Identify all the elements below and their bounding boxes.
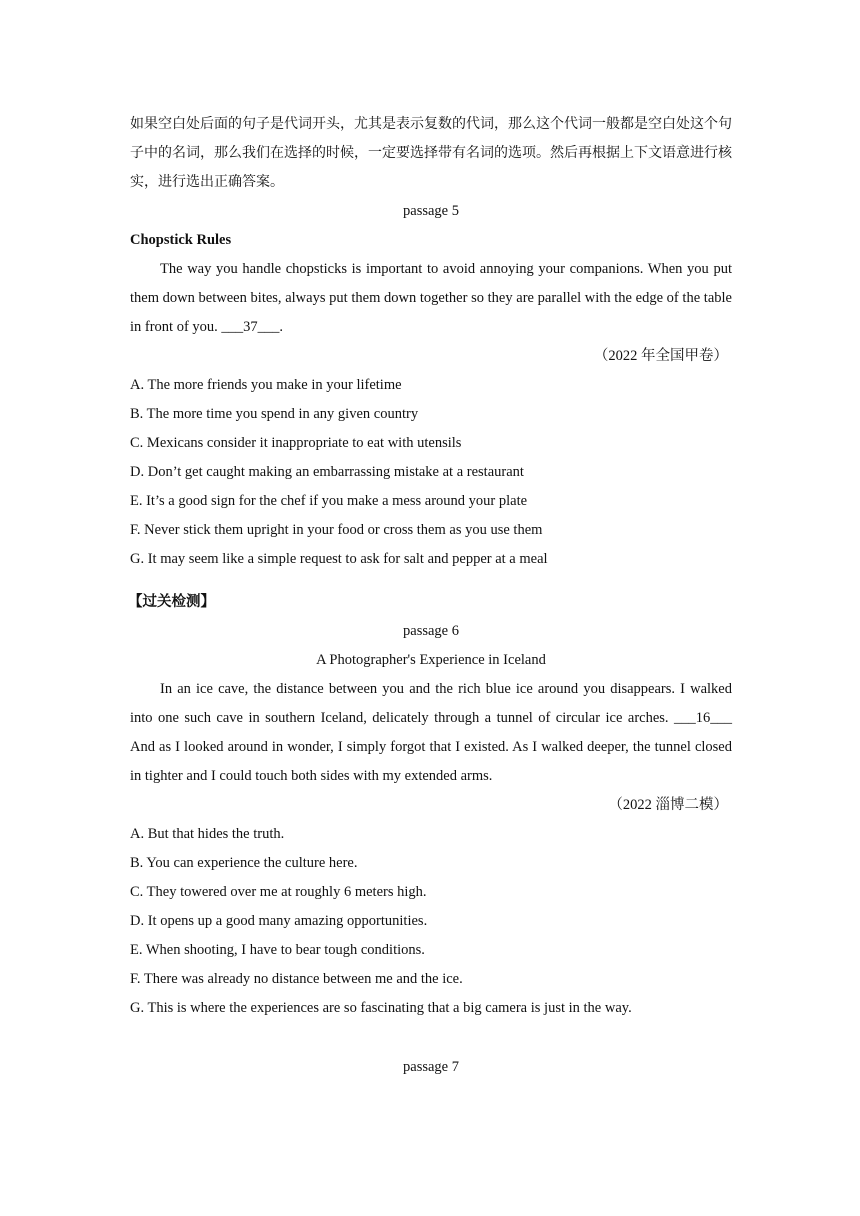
option-item: G. It may seem like a simple request to ask for salt and pepper at a meal <box>130 551 548 567</box>
option-item: D. It opens up a good many amazing opportunities. <box>130 913 428 929</box>
passage-6-label: passage 6 <box>403 623 459 639</box>
option-item: F. There was already no distance between me and the ice. <box>130 971 463 987</box>
passage-6-title: A Photographer's Experience in Iceland <box>316 652 546 668</box>
option-item: D. Don’t get caught making an embarrassing mistake at a restaurant <box>130 464 524 480</box>
option-item: A. But that hides the truth. <box>130 826 285 842</box>
intro-paragraph: 如果空白处后面的句子是代词开头，尤其是表示复数的代词，那么这个代词一般都是空白处这个句子中的名词，那么我们在选择的时候，一定要选择带有名词的选项。然后再根据上下文语意进行核实，进行选出正确答案。 <box>130 116 732 190</box>
passage-6-options <box>130 820 732 1023</box>
option-item: G. This is where the experiences are so fascinating that a big camera is just in the way. <box>130 1000 632 1016</box>
passage-5-title: Chopstick Rules <box>130 232 232 248</box>
passage-6-source: （2022 淄博二模） <box>608 797 728 813</box>
passage-7-label: passage 7 <box>403 1059 459 1075</box>
option-item: C. Mexicans consider it inappropriate to eat with utensils <box>130 435 462 451</box>
option-item: F. Never stick them upright in your food or cross them as you use them <box>130 522 543 538</box>
option-item: A. The more friends you make in your lifetime <box>130 377 402 393</box>
option-item: E. When shooting, I have to bear tough conditions. <box>130 942 425 958</box>
passage-6-body: In an ice cave, the distance between you and the rich blue ice around you disappears. I walked into one such cave in southern Iceland, delicately through a tunnel of circular ice arches. ___16___ And as I looked around in wonder, I simply forgot that I existed. As I walked deeper, the tunnel closed in tighter and I could touch both sides with my extended arms. <box>130 681 732 784</box>
passage-5-options <box>130 371 732 574</box>
option-item: E. It’s a good sign for the chef if you make a mess around your plate <box>130 493 528 509</box>
option-item: C. They towered over me at roughly 6 meters high. <box>130 884 427 900</box>
spacer <box>130 1023 732 1053</box>
passage-5-source: （2022 年全国甲卷） <box>593 348 728 364</box>
spacer <box>130 574 732 588</box>
option-item: B. The more time you spend in any given country <box>130 406 419 422</box>
option-item: B. You can experience the culture here. <box>130 855 358 871</box>
passage-5-label: passage 5 <box>403 203 459 219</box>
passage-5-body: The way you handle chopsticks is important to avoid annoying your companions. When you put them down between bites, always put them down together so they are parallel with the edge of the table in front of you. ___37___. <box>130 261 732 335</box>
section-heading: 【过关检测】 <box>128 594 215 610</box>
document-page <box>130 110 732 1082</box>
